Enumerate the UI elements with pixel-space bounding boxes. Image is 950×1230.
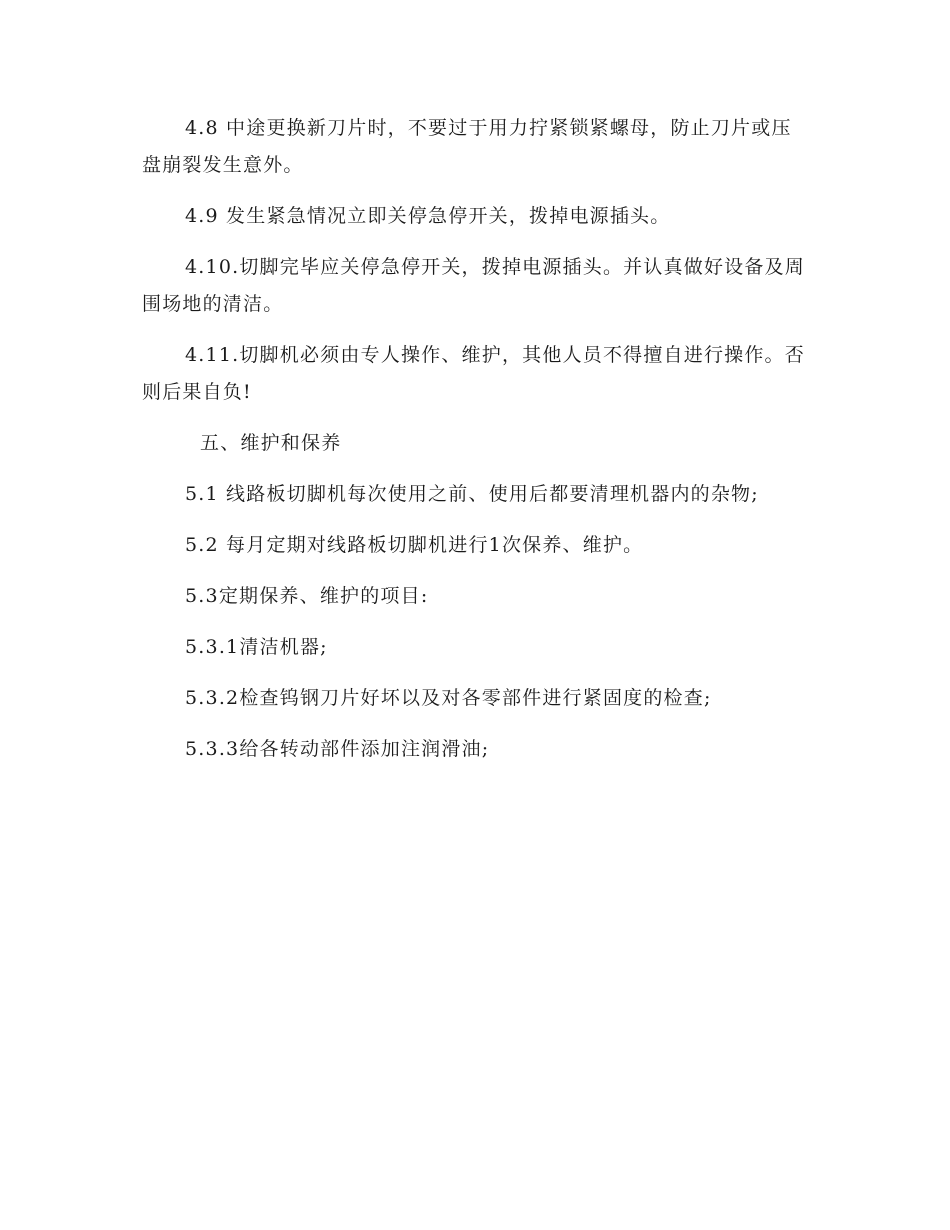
document-body	[142, 110, 810, 782]
paragraph-4-9: 4.9 发生紧急情况立即关停急停开关，拨掉电源插头。	[185, 205, 671, 227]
paragraph-4-8: 4.8 中途更换新刀片时，不要过于用力拧紧锁紧螺母，防止刀片或压盘崩裂发生意外。	[142, 117, 792, 176]
paragraph-5-3-2: 5.3.2检查钨钢刀片好坏以及对各零部件进行紧固度的检查;	[185, 687, 712, 709]
paragraph-5-3-3: 5.3.3给各转动部件添加注润滑油;	[185, 738, 490, 760]
paragraph-4-11: 4.11.切脚机必须由专人操作、维护，其他人员不得擅自进行操作。否则后果自负!	[142, 344, 805, 403]
paragraph-4-10: 4.10.切脚完毕应关停急停开关，拨掉电源插头。并认真做好设备及周围场地的清洁。	[142, 256, 805, 315]
paragraph-5-2: 5.2 每月定期对线路板切脚机进行1次保养、维护。	[185, 534, 644, 556]
section-heading-maintenance: 五、维护和保养	[200, 432, 342, 454]
paragraph-5-1: 5.1 线路板切脚机每次使用之前、使用后都要清理机器内的杂物;	[185, 483, 759, 505]
paragraph-5-3-1: 5.3.1清洁机器;	[185, 636, 328, 658]
paragraph-5-3: 5.3定期保养、维护的项目:	[185, 585, 429, 607]
